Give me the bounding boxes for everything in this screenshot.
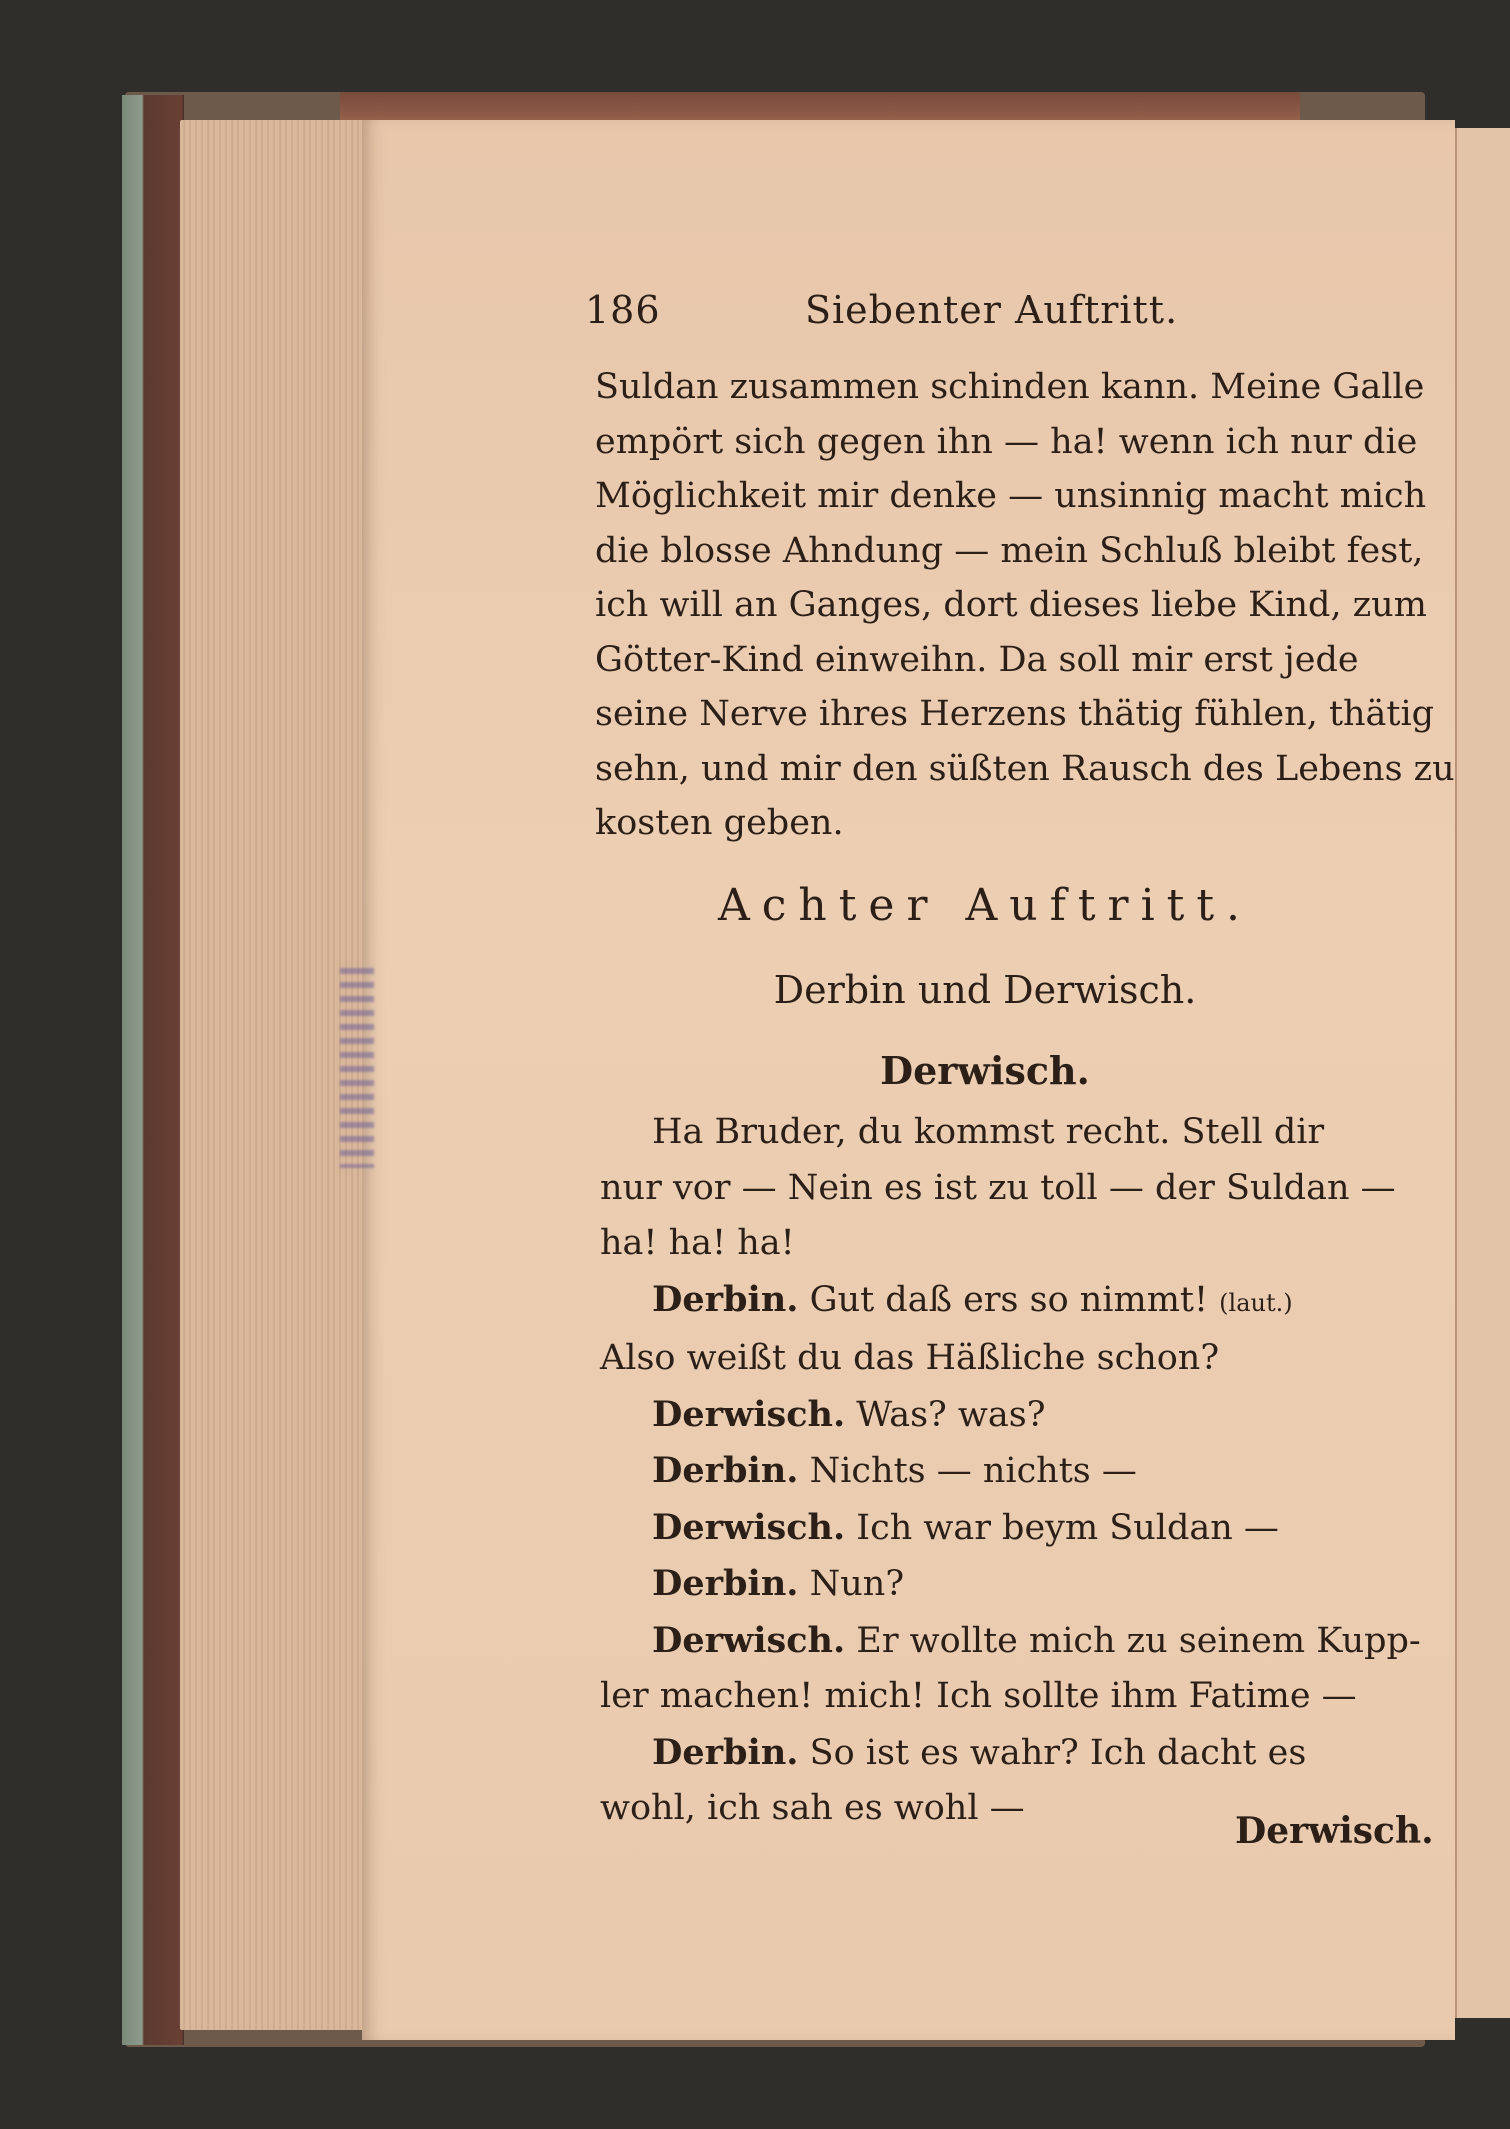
speech-text: So ist es wahr? Ich dacht es (809, 1732, 1307, 1773)
dialogue-line: ha! ha! ha! (600, 1223, 795, 1263)
text-line: empört sich gegen ihn — ha! wenn ich nur die (595, 421, 1418, 462)
speaker-name: Derwisch. (652, 1393, 846, 1435)
speaker-heading: Derwisch. (880, 1048, 1090, 1093)
scene-title: Achter Auftritt. (717, 880, 1253, 931)
speech-text: Gut daß ers so nimmt! (809, 1279, 1209, 1320)
facing-page-edge (1455, 128, 1510, 2018)
dialogue-line (600, 1272, 1375, 1332)
dialogue-line: Ha Bruder, du kommst recht. Stell dir (652, 1112, 1325, 1152)
dialogue-line: nur vor — Nein es ist zu toll — der Suldan — (600, 1167, 1396, 1208)
library-stamp (340, 968, 374, 1168)
speech-text: Er wollte mich zu seinem Kupp- (856, 1620, 1421, 1661)
text-line: die blosse Ahndung — mein Schluß bleibt fest, (595, 530, 1424, 571)
text-line: kosten geben. (595, 803, 844, 843)
speaker-name: Derbin. (652, 1278, 799, 1320)
dialogue-line: wohl, ich sah es wohl — (600, 1788, 1025, 1828)
dialogue-line (600, 1613, 1421, 1670)
body-paragraph (595, 360, 1455, 851)
book-spine (122, 95, 184, 2045)
text-line: Möglichkeit mir denke — unsinnig macht mich (595, 476, 1427, 516)
dialogue-line (600, 1443, 1375, 1500)
speaker-name: Derbin. (652, 1450, 799, 1491)
dialogue-line: ler machen! mich! Ich sollte ihm Fatime — (600, 1676, 1357, 1716)
running-head: Siebenter Auftritt. (805, 288, 1179, 332)
text-line: Suldan zusammen schinden kann. Meine Galle (595, 367, 1425, 407)
page-number: 186 (585, 288, 661, 332)
scene-characters: Derbin und Derwisch. (773, 968, 1197, 1012)
speaker-name: Derbin. (652, 1563, 799, 1604)
dialogue-line (600, 1725, 1375, 1782)
speech-text: Ich war beym Suldan — (856, 1507, 1279, 1548)
text-line: sehn, und mir den süßten Rausch des Lebens zu (595, 748, 1455, 789)
speech-text: Nun? (809, 1564, 905, 1604)
stage-direction: (laut.) (1219, 1288, 1293, 1317)
text-line: Götter-Kind einweihn. Da soll mir erst jede (595, 639, 1359, 680)
text-line: ich will an Ganges, dort dieses liebe Kind, zum (595, 585, 1427, 625)
speaker-name: Derwisch. (652, 1619, 846, 1661)
text-line: seine Nerve ihres Herzens thätig fühlen, thätig (595, 694, 1435, 734)
speaker-name: Derbin. (652, 1731, 799, 1773)
dialogue-line (600, 1556, 1375, 1613)
dialogue-line: Also weißt du das Häßliche schon? (600, 1338, 1220, 1378)
speaker-name: Derwisch. (652, 1506, 846, 1548)
dialogue-block (600, 1105, 1421, 1837)
speech-text: Was? was? (856, 1394, 1046, 1435)
dialogue-line (600, 1387, 1375, 1444)
speech-text: Nichts — nichts — (809, 1451, 1137, 1491)
page-header (585, 288, 1465, 340)
dialogue-line (600, 1500, 1375, 1557)
catchword: Derwisch. (1235, 1810, 1434, 1852)
